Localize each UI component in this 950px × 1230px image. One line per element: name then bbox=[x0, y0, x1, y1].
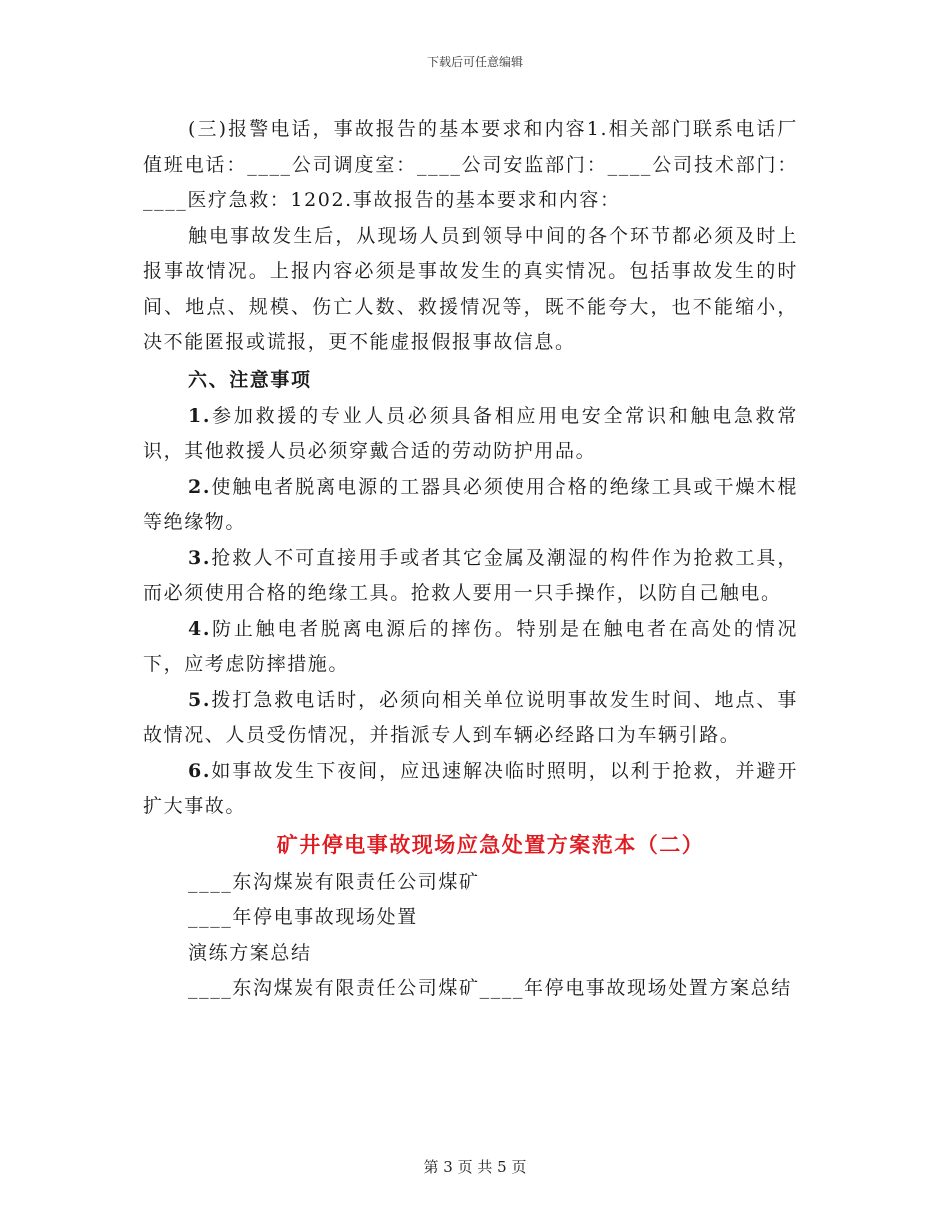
list-item bbox=[143, 683, 798, 754]
accident-report-paragraph: 触电事故发生后，从现场人员到领导中间的各个环节都必须及时上报事故情况。上报内容必须是事故发生的真实情况。包括事故发生的时间、地点、规模、伤亡人数、救援情况等，既不能夸大，也不能缩小，决不能匿报或谎报，更不能虚报假报事故信息。 bbox=[143, 224, 798, 353]
list-item-text: 抢救人不可直接用手或者其它金属及潮湿的构件作为抢救工具，而必须使用合格的绝缘工具。抢救人要用一只手操作，以防自己触电。 bbox=[143, 546, 798, 604]
year-line: ____年停电事故现场处置 bbox=[188, 906, 418, 928]
summary-full-title: ____东沟煤炭有限责任公司煤矿____年停电事故现场处置方案总结 bbox=[188, 977, 792, 999]
page-header-note: 下载后可任意编辑 bbox=[426, 55, 523, 69]
list-item-text: 防止触电者脱离电源后的摔伤。特别是在触电者在高处的情况下，应考虑防摔措施。 bbox=[143, 617, 798, 675]
list-item bbox=[143, 612, 798, 683]
page-number: 第 3 页 共 5 页 bbox=[423, 1158, 527, 1176]
section-heading-precautions: 六、注意事项 bbox=[188, 368, 312, 391]
company-line: ____东沟煤炭有限责任公司煤矿 bbox=[188, 870, 480, 893]
list-item-number: 6. bbox=[188, 759, 212, 782]
list-item-text: 如事故发生下夜间，应迅速解决临时照明，以利于抢救，并避开扩大事故。 bbox=[143, 759, 798, 817]
document-body bbox=[143, 112, 798, 1007]
list-item-number: 3. bbox=[188, 546, 212, 569]
list-item-text: 拨打急救电话时，必须向相关单位说明事故发生时间、地点、事故情况、人员受伤情况，并指派专人到车辆必经路口为车辆引路。 bbox=[143, 688, 798, 746]
list-item-number: 2. bbox=[188, 475, 212, 498]
list-item-text: 参加救援的专业人员必须具备相应用电安全常识和触电急救常识，其他救援人员必须穿戴合适的劳动防护用品。 bbox=[143, 404, 798, 462]
section-title-plan-two: 矿井停电事故现场应急处置方案范本（二） bbox=[276, 831, 705, 857]
list-item-number: 4. bbox=[188, 617, 212, 640]
alarm-phone-paragraph: (三)报警电话，事故报告的基本要求和内容1.相关部门联系电话厂值班电话：____公司调度室：____公司安监部门：____公司技术部门：____医疗急救：1202.事故报告的基本要求和内容： bbox=[143, 118, 798, 211]
list-item bbox=[143, 754, 798, 825]
list-item bbox=[143, 470, 798, 541]
list-item-text: 使触电者脱离电源的工器具必须使用合格的绝缘工具或干燥木棍等绝缘物。 bbox=[143, 475, 798, 533]
list-item-number: 1. bbox=[188, 404, 212, 427]
list-item bbox=[143, 541, 798, 612]
list-item-number: 5. bbox=[188, 688, 212, 711]
summary-line: 演练方案总结 bbox=[188, 941, 312, 964]
list-item bbox=[143, 399, 798, 470]
